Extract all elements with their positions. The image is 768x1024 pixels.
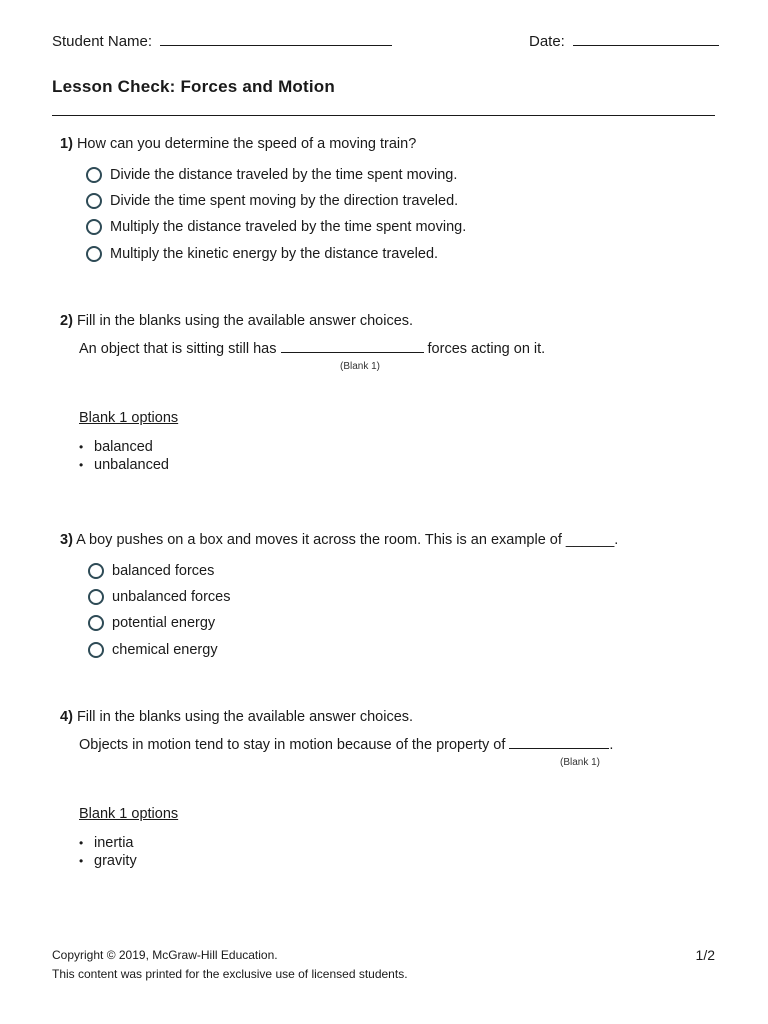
option-label: Divide the time spent moving by the direction traveled.	[110, 193, 459, 209]
question-2-text: Fill in the blanks using the available answer choices.	[76, 313, 414, 329]
question-1-text: How can you determine the speed of a moving train?	[76, 136, 417, 152]
list-item: • unbalanced	[79, 457, 169, 475]
option-label: Multiply the kinetic energy by the distance traveled.	[110, 246, 439, 262]
question-1-number: 1)	[60, 136, 73, 152]
radio-button-icon[interactable]	[86, 219, 102, 235]
blank-options-heading: Blank 1 options	[79, 410, 179, 426]
radio-button-icon[interactable]	[86, 246, 102, 262]
sentence-end: .	[609, 737, 614, 753]
date-line[interactable]	[573, 32, 719, 46]
list-item: • balanced	[79, 439, 169, 457]
license-notice: This content was printed for the exclusive use of licensed students.	[52, 967, 408, 981]
question-1-option[interactable]	[86, 218, 466, 236]
blank-options-list	[79, 835, 137, 870]
blank-1-line[interactable]	[281, 340, 424, 353]
date-field	[529, 32, 719, 51]
list-item: • gravity	[79, 853, 137, 871]
radio-button-icon[interactable]	[86, 193, 102, 209]
question-3-text: A boy pushes on a box and moves it across the room. This is an example of ______.	[76, 532, 619, 548]
question-4-prompt	[60, 708, 413, 726]
option-label: unbalanced forces	[112, 589, 231, 605]
blank-1-label: (Blank 1)	[340, 361, 381, 372]
radio-button-icon[interactable]	[88, 615, 104, 631]
list-item: • inertia	[79, 835, 137, 853]
student-name-label: Student Name:	[52, 33, 153, 50]
radio-button-icon[interactable]	[88, 642, 104, 658]
question-3-option[interactable]	[88, 614, 215, 632]
title-divider	[52, 115, 715, 116]
question-1-option[interactable]	[86, 245, 438, 263]
radio-button-icon[interactable]	[86, 167, 102, 183]
question-1-option[interactable]	[86, 166, 457, 184]
page-number: 1/2	[695, 947, 715, 963]
question-2-sentence	[79, 340, 545, 358]
question-2-prompt	[60, 312, 413, 330]
question-4-number: 4)	[60, 709, 73, 725]
question-3-option[interactable]	[88, 588, 231, 606]
blank-options-heading: Blank 1 options	[79, 806, 179, 822]
page-title: Lesson Check: Forces and Motion	[52, 77, 335, 96]
option-label: chemical energy	[112, 642, 218, 658]
question-3-number: 3)	[60, 532, 73, 548]
option-label: Multiply the distance traveled by the time spent moving.	[110, 219, 467, 235]
option-label: potential energy	[112, 615, 216, 631]
blank-1-line[interactable]	[509, 736, 609, 749]
copyright-text: Copyright © 2019, McGraw-Hill Education.	[52, 948, 278, 962]
question-3-option[interactable]	[88, 562, 214, 580]
question-4-text: Fill in the blanks using the available answer choices.	[76, 709, 414, 725]
blank-options-list	[79, 439, 169, 474]
blank-1-label: (Blank 1)	[560, 757, 601, 768]
sentence-end: forces acting on it.	[427, 341, 546, 357]
radio-button-icon[interactable]	[88, 563, 104, 579]
question-4-sentence	[79, 736, 613, 754]
student-name-line[interactable]	[160, 32, 392, 46]
question-1-option[interactable]	[86, 192, 458, 210]
option-label: Divide the distance traveled by the time spent moving.	[110, 167, 458, 183]
question-3-prompt	[60, 531, 618, 549]
question-3-option[interactable]	[88, 641, 218, 659]
option-label: balanced forces	[112, 563, 215, 579]
radio-button-icon[interactable]	[88, 589, 104, 605]
sentence-start: Objects in motion tend to stay in motion because of the property of	[79, 737, 506, 753]
question-2-number: 2)	[60, 313, 73, 329]
student-name-field	[52, 32, 392, 51]
question-1-prompt	[60, 135, 416, 153]
sentence-start: An object that is sitting still has	[79, 341, 277, 357]
date-label: Date:	[529, 33, 565, 50]
